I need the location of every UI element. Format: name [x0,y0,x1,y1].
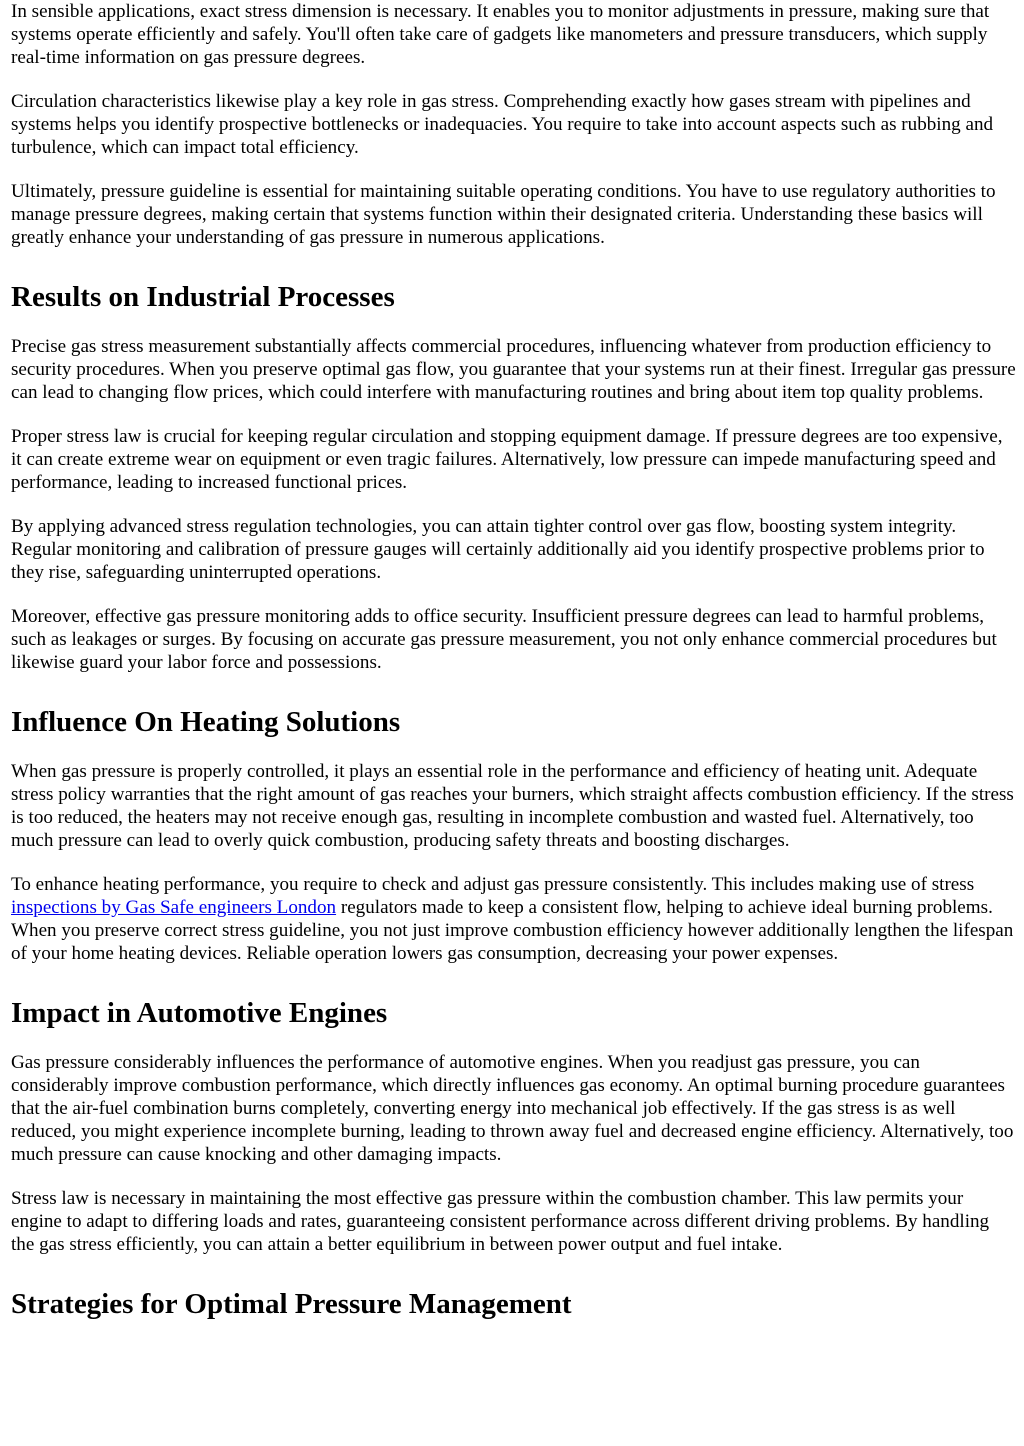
industrial-paragraph-4: Moreover, effective gas pressure monitoring adds to office security. Insufficient pressure degrees can lead to harmful problems, such as leakages or surges. By focusing on accurate gas pressure measurement, you not only enhance commercial procedures but likewise guard your labor force and possessions. [11,606,997,673]
intro-paragraph-2: Circulation characteristics likewise play a key role in gas stress. Comprehending exactly how gases stream with pipelines and systems helps you identify prospective bottlenecks or inadequacies. You require to take into account aspects such as rubbing and turbulence, which can impact total efficiency. [11,91,994,158]
heating-paragraph-1: When gas pressure is properly controlled, it plays an essential role in the performance and efficiency of heating unit. Adequate stress policy warranties that the right amount of gas reaches your burners, which straight affects combustion efficiency. If the stress is too reduced, the heaters may not receive enough gas, resulting in incomplete combustion and wasted fuel. Alternatively, too much pressure can lead to overly quick combustion, producing safety threats and boosting discharges. [11,761,1014,851]
industrial-heading: Results on Industrial Processes [11,281,395,313]
gas-safe-engineers-link[interactable]: inspections by Gas Safe engineers London [11,897,337,918]
heating-paragraph-2-text-before: To enhance heating performance, you require to check and adjust gas pressure consistently. This includes making use of stress [11,874,975,895]
heating-heading: Influence On Heating Solutions [11,706,401,738]
automotive-paragraph-2: Stress law is necessary in maintaining the most effective gas pressure within the combustion chamber. This law permits your engine to adapt to differing loads and rates, guaranteeing consistent performance across different driving problems. By handling the gas stress efficiently, you can attain a better equilibrium in between power output and fuel intake. [11,1188,990,1255]
heating-paragraph-2 [11,873,1016,965]
strategies-heading: Strategies for Optimal Pressure Management [11,1288,572,1320]
industrial-paragraph-1: Precise gas stress measurement substantially affects commercial procedures, influencing whatever from production efficiency to security procedures. When you preserve optimal gas flow, you guarantee that your systems run at their finest. Irregular gas pressure can lead to changing flow prices, which could interfere with manufacturing routines and bring about item top quality problems. [11,336,1016,403]
industrial-paragraph-2: Proper stress law is crucial for keeping regular circulation and stopping equipment damage. If pressure degrees are too expensive, it can create extreme wear on equipment or even tragic failures. Alternatively, low pressure can impede manufacturing speed and performance, leading to increased functional prices. [11,426,1003,493]
intro-paragraph-1: In sensible applications, exact stress dimension is necessary. It enables you to monitor adjustments in pressure, making sure that systems operate efficiently and safely. You'll often take care of gadgets like manometers and pressure transducers, which supply real-time information on gas pressure degrees. [11,1,990,68]
intro-paragraph-3: Ultimately, pressure guideline is essential for maintaining suitable operating conditions. You have to use regulatory authorities to manage pressure degrees, making certain that systems function within their designated criteria. Understanding these basics will greatly enhance your understanding of gas pressure in numerous applications. [11,181,996,248]
heating-paragraph-2-text-after: regulators made to keep a consistent flow, helping to achieve ideal burning problems. When you preserve correct stress guideline, you not just improve combustion efficiency however additionally lengthen the lifespan of your home heating devices. Reliable operation lowers gas consumption, decreasing your power expenses. [11,897,1014,964]
automotive-paragraph-1: Gas pressure considerably influences the performance of automotive engines. When you readjust gas pressure, you can considerably improve combustion performance, which directly influences gas economy. An optimal burning procedure guarantees that the air-fuel combination burns completely, converting energy into mechanical job effectively. If the gas stress is as well reduced, you might experience incomplete burning, leading to thrown away fuel and decreased engine efficiency. Alternatively, too much pressure can cause knocking and other damaging impacts. [11,1052,1014,1165]
industrial-paragraph-3: By applying advanced stress regulation technologies, you can attain tighter control over gas flow, boosting system integrity. Regular monitoring and calibration of pressure gauges will certainly additionally aid you identify prospective problems prior to they rise, safeguarding uninterrupted operations. [11,516,985,583]
automotive-heading: Impact in Automotive Engines [11,997,388,1029]
